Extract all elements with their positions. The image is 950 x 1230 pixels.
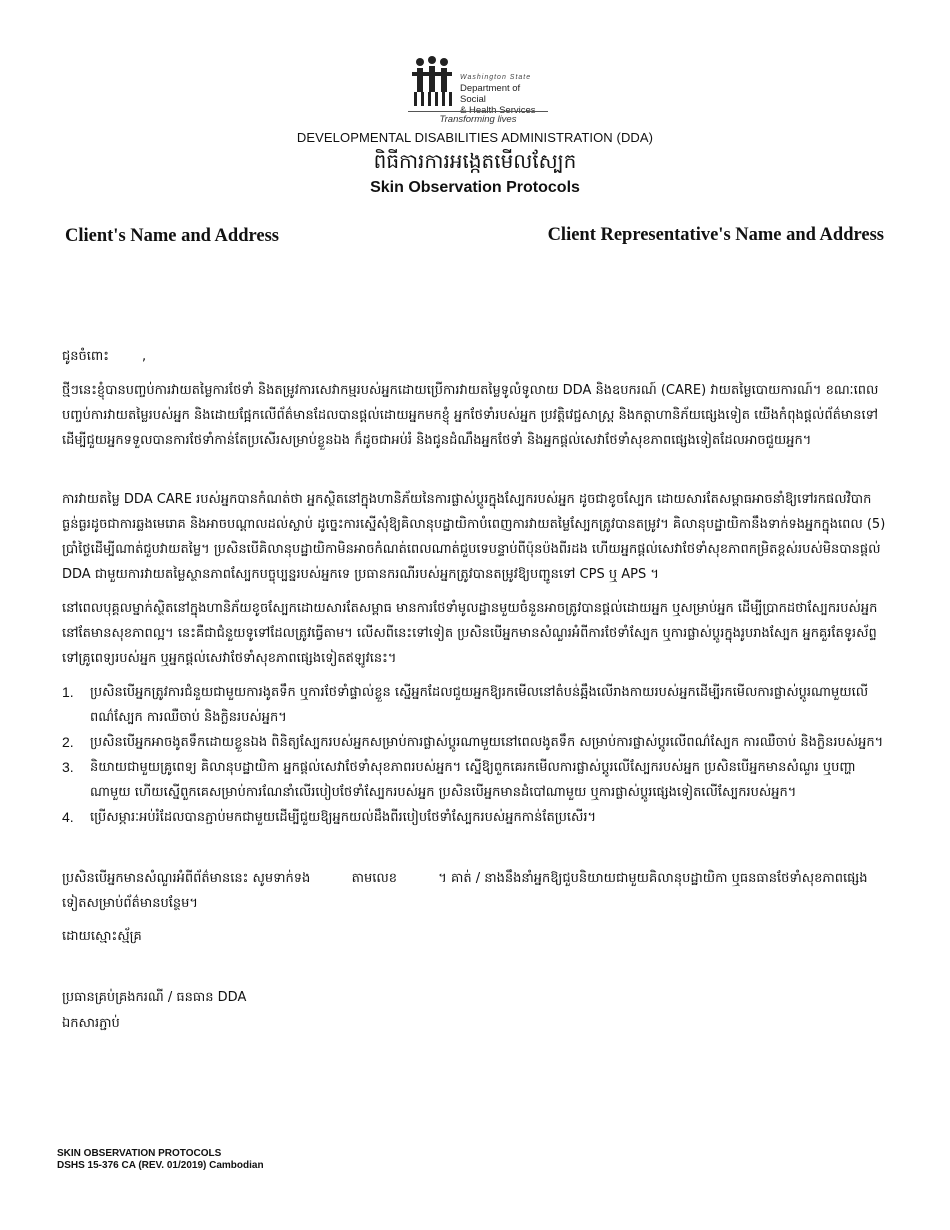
page-title-khmer: ពិធីការការអង្កេតមើលស្បែក bbox=[373, 149, 577, 173]
client-address-heading: Client's Name and Address bbox=[65, 226, 279, 246]
dshs-logo-text bbox=[460, 72, 548, 116]
salutation: ជូនចំពោះ , bbox=[62, 349, 147, 364]
list-number: 1. bbox=[62, 684, 74, 700]
list-text: ប្រើសម្ភារៈអប់រំដែលបានភ្ជាប់មកជាមួយដើម្បីជួយឱ្យអ្នកយល់ដឹងពីរបៀបថែទាំស្បែករបស់អ្នកកាន់តែប្រសើរ។ bbox=[90, 810, 597, 825]
list-item bbox=[62, 730, 888, 755]
footer-form-number: DSHS 15-376 CA (REV. 01/2019) Cambodian bbox=[57, 1160, 264, 1171]
paragraph-care: នៅពេលបុគ្គលម្នាក់ស្ថិតនៅក្នុងហានិភ័យខូចស្បែកដោយសារតែសម្ពាធ មានការថែទាំមូលដ្ឋានមួយចំនួនអាចត្រូវបានផ្តល់ដោយអ្នក ឬសម្រាប់អ្នក ដើម្បីប្រាកដថាស្បែករបស់អ្នកនៅតែមានសុខភាពល្អ។ នេះគឺជាជំនួយទូទៅដែលត្រូវធ្វើតាម។ លើសពីនេះទៅទៀត ប្រសិនបើអ្នកមានសំណួរអំពីការថែទាំស្បែក ឬការផ្លាស់ប្តូរក្នុងរូបរាងស្បែក អ្នកគួរតែទូរស័ព្ទទៅគ្រូពេទ្យរបស់អ្នក ឬអ្នកផ្តល់សេវាថែទាំសុខភាពផ្សេងទៀតឥឡូវនេះ។ bbox=[62, 601, 878, 666]
list-number: 3. bbox=[62, 759, 74, 775]
list-text: និយាយជាមួយគ្រូពេទ្យ គិលានុបដ្ឋាយិកា អ្នកផ្តល់សេវាថែទាំសុខភាពរបស់អ្នក។ ស្នើឱ្យពួកគេរកមើលការផ្លាស់ប្តូរលើស្បែករបស់អ្នក ប្រសិនបើអ្នកមានសំណួរ ឬបញ្ហាណាមួយ ហើយស្នើពួកគេសម្រាប់ការណែនាំលើរបៀបថែទាំស្បែករបស់អ្នក ប្រសិនបើអ្នកមានដំបៅណាមួយ ឬការផ្លាស់ប្តូរផ្សេងទៀតលើស្បែករបស់អ្នក។ bbox=[90, 760, 856, 800]
signer-title: ប្រធានគ្រប់គ្រងករណី / ធនធាន DDA bbox=[62, 990, 247, 1005]
list-item bbox=[62, 755, 888, 805]
representative-address-heading: Client Representative's Name and Address bbox=[547, 225, 884, 245]
footer-form-title: SKIN OBSERVATION PROTOCOLS bbox=[57, 1148, 222, 1159]
dshs-people-icon bbox=[408, 56, 456, 108]
form-footer bbox=[57, 1148, 264, 1172]
list-item bbox=[62, 805, 888, 830]
closing: ដោយស្មោះស្ម័គ្រ bbox=[62, 929, 142, 944]
logo-state: Washington State bbox=[460, 74, 532, 81]
page-title: Skin Observation Protocols bbox=[370, 179, 580, 196]
paragraph-assessment: ការវាយតម្លៃ DDA CARE របស់អ្នកបានកំណត់ថា អ្នកស្ថិតនៅក្នុងហានិភ័យនៃការផ្លាស់ប្តូរក្នុងស្បែករបស់អ្នក ដូចជាខូចស្បែក ដោយសារតែសម្ពាធអាចនាំឱ្យទៅរកផលវិបាកធ្ងន់ធ្ងរដូចជាការឆ្លងមេរោគ និងអាចបណ្តាលដល់ស្លាប់ ដូច្នេះការស្នើសុំឱ្យគិលានុបដ្ឋាយិកាបំពេញការវាយតម្លៃស្បែកត្រូវបានតម្រូវ។ គិលានុបដ្ឋាយិកានឹងទាក់ទងអ្នកក្នុងពេល (5) ប្រាំថ្ងៃដើម្បីណាត់ជួបវាយតម្លៃ។ ប្រសិនបើគិលានុបដ្ឋាយិកាមិនអាចកំណត់ពេលណាត់ជួបទេបន្ទាប់ពីប៉ុនប៉ងពីរដង ហើយអ្នកផ្តល់សេវាថែទាំសុខភាពកម្រិតខ្ពស់របស់មិនបានផ្តល់ DDA ជាមួយការវាយតម្លៃស្ថានភាពស្បែកបច្ចុប្បន្នរបស់អ្នកទេ ប្រធានករណីរបស់អ្នកត្រូវបានតម្រូវឱ្យបញ្ជូនទៅ CPS ឬ APS ។ bbox=[62, 492, 886, 582]
care-instructions-list bbox=[62, 680, 888, 830]
list-text: ប្រសិនបើអ្នកត្រូវការជំនួយជាមួយការងូតទឹក ឬការថែទាំផ្ទាល់ខ្លួន ស្នើអ្នកដែលជួយអ្នកឱ្យរកមើលនៅតំបន់ឆ្អឹងលើរាងកាយរបស់អ្នកដើម្បីរកមើលការផ្លាស់ប្តូរណាមួយលើពណ៌ស្បែក ការឈឺចាប់ និងក្លិនរបស់អ្នក។ bbox=[90, 685, 869, 725]
dshs-logo bbox=[408, 56, 548, 128]
enclosure-note: ឯកសារភ្ជាប់ bbox=[62, 1016, 120, 1031]
logo-tagline: Transforming lives bbox=[439, 114, 517, 125]
list-item bbox=[62, 680, 888, 730]
contact-paragraph: ប្រសិនបើអ្នកមានសំណួរអំពីព័ត៌មាននេះ សូមទាក់ទង តាមលេខ ។ គាត់ / នាងនឹងនាំអ្នកឱ្យជួបនិយាយជាមួយគិលានុបដ្ឋាយិកា ឬធនធានថែទាំសុខភាពផ្សេងទៀតសម្រាប់ព័ត៌មានបន្ថែម។ bbox=[62, 871, 868, 911]
list-number: 2. bbox=[62, 734, 74, 750]
logo-dept: Department of Social bbox=[460, 83, 521, 105]
administration-name: DEVELOPMENTAL DISABILITIES ADMINISTRATION (DDA) bbox=[296, 130, 654, 145]
paragraph-intro: ថ្មីៗនេះខ្ញុំបានបញ្ចប់ការវាយតម្លៃការថែទាំ និងតម្រូវការសេវាកម្មរបស់អ្នកដោយប្រើការវាយតម្លៃទូលំទូលាយ DDA និងឧបករណ៍ (CARE) វាយតម្លៃបោយការណ៍។ ខណៈពេលបញ្ចប់ការវាយតម្លៃរបស់អ្នក និងដោយផ្អែកលើព័ត៌មានដែលបានផ្តល់ដោយអ្នកមកខ្ញុំ អ្នកថែទាំរបស់អ្នក ប្រវត្តិវេជ្ជសាស្ត្រ និងកត្តាហានិភ័យផ្សេងទៀត យើងកំពុងផ្តល់ព័ត៌មានទៅដើម្បីជួយអ្នកទទួលបានការថែទាំកាន់តែប្រសើរសម្រាប់ខ្លួនឯង ក៏ដូចជាអប់រំ និងជូនដំណឹងអ្នកថែទាំ និងអ្នកផ្តល់សេវាថែទាំសុខភាពផ្សេងទៀតដែលអាចជួយអ្នក។ bbox=[62, 383, 879, 448]
logo-divider bbox=[408, 111, 548, 112]
list-text: ប្រសិនបើអ្នកអាចងូតទឹកដោយខ្លួនឯង ពិនិត្យស្បែករបស់អ្នកសម្រាប់ការផ្លាស់ប្តូរណាមួយនៅពេលងូតទឹក សម្រាប់ការផ្លាស់ប្តូរលើពណ៌ស្បែក ការឈឺចាប់ និងក្លិនរបស់អ្នក។ bbox=[90, 735, 884, 750]
list-number: 4. bbox=[62, 809, 74, 825]
